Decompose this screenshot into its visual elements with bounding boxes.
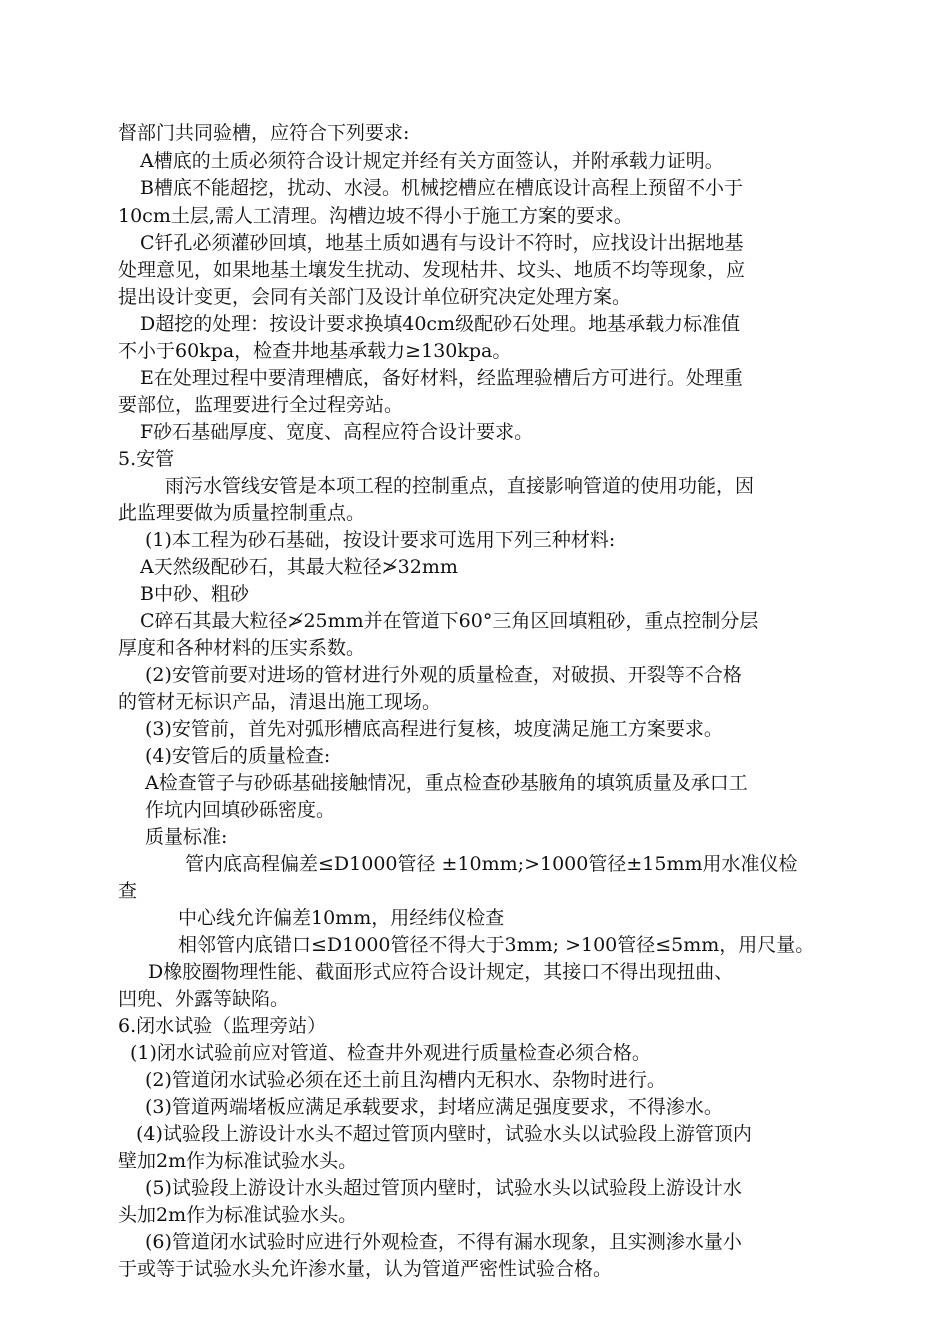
- text-line: E在处理过程中要清理槽底，备好材料，经监理验槽后方可进行。处理重: [140, 367, 743, 389]
- text-line: 10cm土层,需人工清理。沟槽边坡不得小于施工方案的要求。: [118, 205, 633, 227]
- text-line: (4)试验段上游设计水头不超过管顶内壁时，试验水头以试验段上游管顶内: [136, 1123, 752, 1145]
- text-line: A天然级配砂石，其最大粒径≯32mm: [140, 556, 458, 578]
- section-heading: 5.安管: [118, 448, 175, 470]
- text-line: 凹兜、外露等缺陷。: [118, 988, 290, 1010]
- text-line: 此监理要做为质量控制重点。: [118, 502, 366, 524]
- text-line: 作坑内回填砂砾密度。: [145, 799, 336, 821]
- text-line: C钎孔必须灌砂回填，地基土质如遇有与设计不符时，应找设计出据地基: [140, 232, 744, 254]
- text-line: 质量标准:: [145, 826, 228, 848]
- text-line: 处理意见，如果地基土壤发生扰动、发现枯井、坟头、地质不均等现象，应: [118, 259, 746, 281]
- text-line: (4)安管后的质量检查:: [145, 745, 331, 767]
- text-line: (1)本工程为砂石基础，按设计要求可选用下列三种材料:: [145, 529, 616, 551]
- text-line: 于或等于试验水头允许渗水量，认为管道严密性试验合格。: [118, 1258, 613, 1280]
- text-line: 中心线允许偏差10mm，用经纬仪检查: [178, 907, 505, 929]
- text-line: 雨污水管线安管是本项工程的控制重点，直接影响管道的使用功能，因: [165, 475, 755, 497]
- text-line: (2)安管前要对进场的管材进行外观的质量检查，对破损、开裂等不合格: [145, 664, 742, 686]
- text-line: D橡胶圈物理性能、截面形式应符合设计规定，其接口不得出现扭曲、: [148, 961, 734, 983]
- text-line: 查: [118, 880, 138, 902]
- text-line: 管内底高程偏差≤D1000管径 ±10mm;>1000管径±15mm用水准仪检: [185, 853, 798, 875]
- text-line: B中砂、粗砂: [140, 583, 249, 605]
- text-line: C碎石其最大粒径≯25mm并在管道下60°三角区回填粗砂，重点控制分层: [140, 610, 759, 632]
- text-line: 头加2m作为标准试验水头。: [118, 1204, 358, 1226]
- text-line: (6)管道闭水试验时应进行外观检查，不得有漏水现象，且实测渗水量小: [145, 1231, 742, 1253]
- text-line: 不小于60kpa，检查井地基承载力≥130kpa。: [118, 340, 512, 362]
- text-line: 的管材无标识产品，清退出施工现场。: [118, 691, 442, 713]
- text-line: 壁加2m作为标准试验水头。: [118, 1150, 358, 1172]
- section-heading: 6.闭水试验（监理旁站）: [118, 1015, 327, 1037]
- text-line: 相邻管内底错口≤D1000管径不得大于3mm; >100管径≤5mm，用尺量。: [178, 934, 815, 956]
- text-line: A槽底的土质必须符合设计规定并经有关方面签认，并附承载力证明。: [140, 150, 724, 172]
- text-line: 要部位，监理要进行全过程旁站。: [118, 394, 404, 416]
- text-line: 督部门共同验槽，应符合下列要求:: [118, 122, 410, 144]
- text-line: (3)安管前，首先对弧形槽底高程进行复核，坡度满足施工方案要求。: [145, 718, 723, 740]
- text-line: D超挖的处理：按设计要求换填40cm级配砂石处理。地基承载力标准值: [140, 313, 741, 335]
- text-line: B槽底不能超挖，扰动、水浸。机械挖槽应在槽底设计高程上预留不小于: [140, 177, 743, 199]
- text-line: 厚度和各种材料的压实系数。: [118, 637, 366, 659]
- text-line: F砂石基础厚度、宽度、高程应符合设计要求。: [140, 421, 534, 443]
- text-line: A检查管子与砂砾基础接触情况，重点检查砂基腋角的填筑质量及承口工: [145, 772, 748, 794]
- text-line: (5)试验段上游设计水头超过管顶内壁时，试验水头以试验段上游设计水: [145, 1177, 742, 1199]
- text-line: (3)管道两端堵板应满足承载要求，封堵应满足强度要求，不得渗水。: [145, 1096, 723, 1118]
- text-line: 提出设计变更，会同有关部门及设计单位研究决定处理方案。: [118, 286, 632, 308]
- text-line: (2)管道闭水试验必须在还土前且沟槽内无积水、杂物时进行。: [145, 1069, 666, 1091]
- text-line: (1)闭水试验前应对管道、检查井外观进行质量检查必须合格。: [130, 1042, 651, 1064]
